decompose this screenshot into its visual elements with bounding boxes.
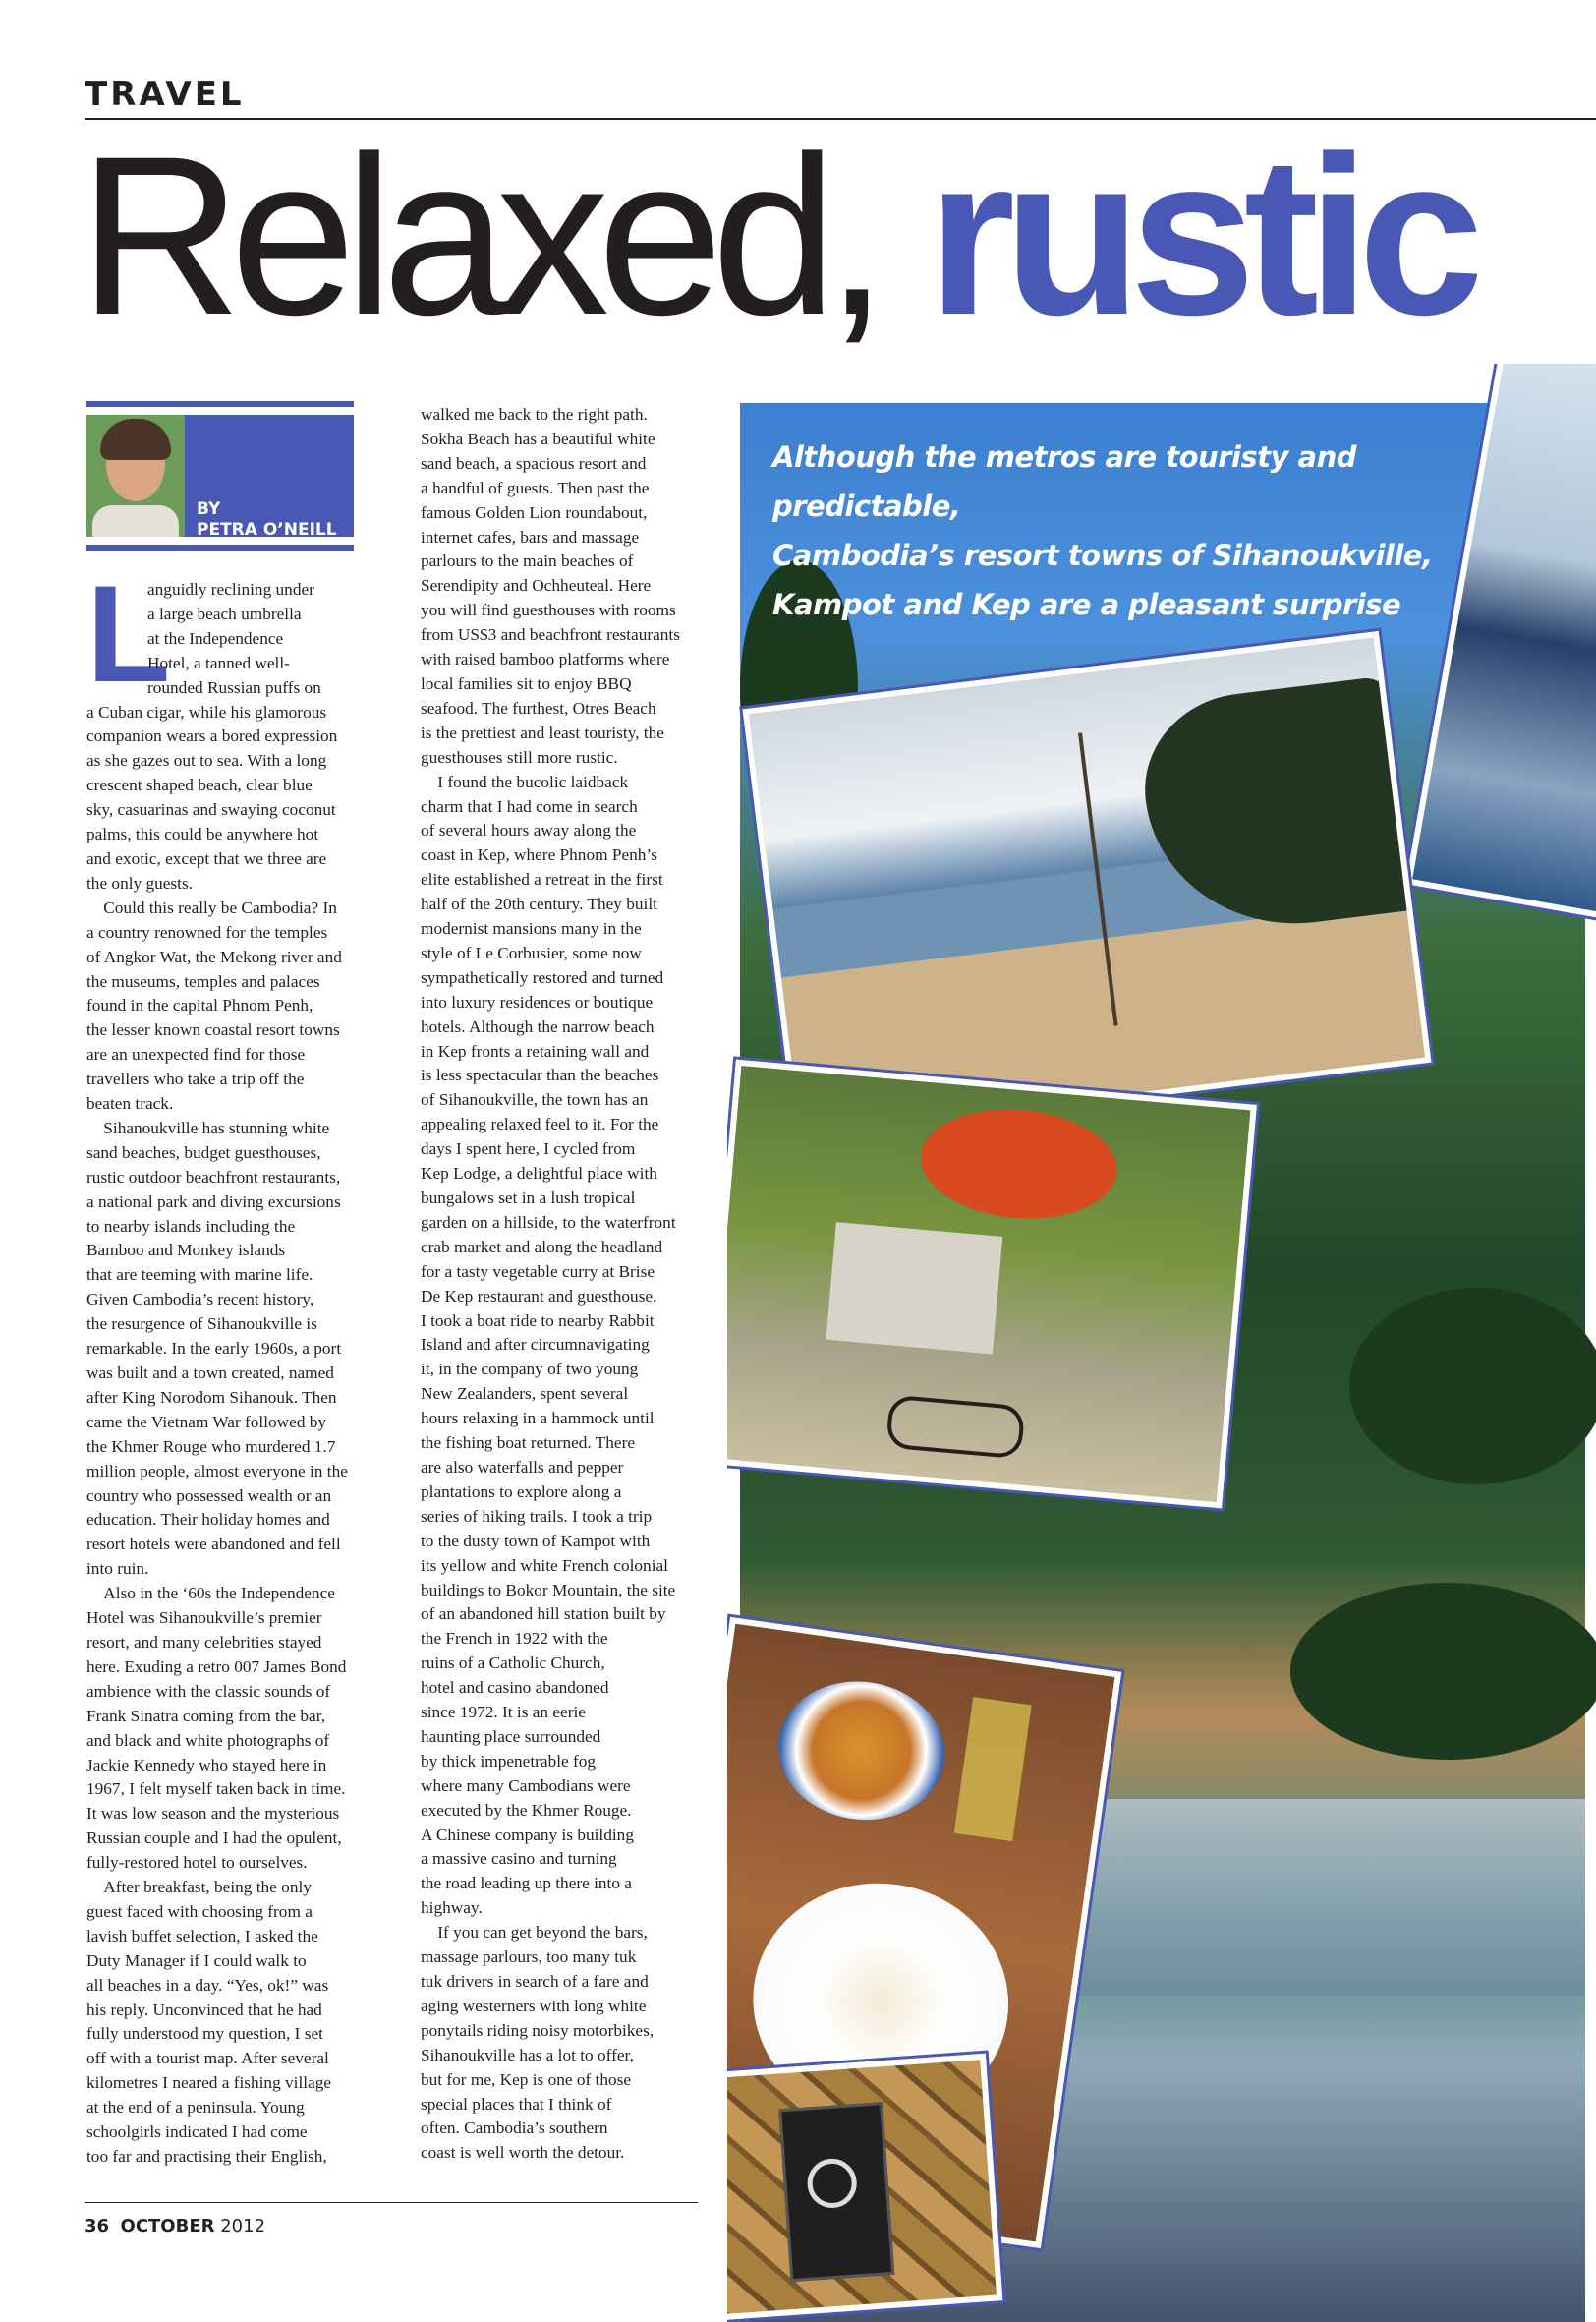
article-line: ponytails riding noisy motorbikes, (421, 2020, 655, 2040)
article-line: haunting place surrounded (421, 1726, 601, 1746)
article-line: Also in the ‘60s the Independence (86, 1584, 335, 1603)
article-line: Could this really be Cambodia? In (86, 898, 337, 917)
article-line: often. Cambodia’s southern (421, 2119, 608, 2138)
article-line: you will find guesthouses with rooms (421, 601, 676, 620)
article-line: was built and a town created, named (86, 1364, 334, 1382)
footer-rule (85, 2202, 698, 2203)
article-line: ambience with the classic sounds of (86, 1681, 331, 1701)
article-line: the resurgence of Sihanoukville is (86, 1314, 317, 1334)
article-column-2 (421, 403, 712, 2166)
article-line: a country renowned for the temples (86, 922, 328, 942)
article-line: that are teeming with marine life. (86, 1265, 314, 1285)
article-line: his reply. Unconvinced that he had (86, 2000, 322, 2019)
article-line: country who possessed wealth or an (86, 1485, 332, 1505)
article-line: buildings to Bokor Mountain, the site (421, 1580, 676, 1599)
standfirst-line: Although the metros are touristy and predictable, (772, 440, 1356, 523)
article-line: sand beach, a spacious resort and (421, 453, 647, 473)
article-line: palms, this could be anywhere hot (86, 825, 319, 844)
article-line: are also waterfalls and pepper (421, 1457, 624, 1477)
article-line: the French in 1922 with the (421, 1629, 608, 1649)
article-line: the museums, temples and palaces (86, 971, 320, 991)
article-line: as she gazes out to sea. With a long (86, 751, 327, 771)
article-line: Given Cambodia’s recent history, (86, 1290, 314, 1309)
article-line: in Kep fronts a retaining wall and (421, 1041, 650, 1061)
article-line: travellers who take a trip off the (86, 1070, 305, 1089)
article-line: is the prettiest and least touristy, the (421, 723, 664, 742)
article-line: but for me, Kep is one of those (421, 2069, 632, 2089)
author-photo (86, 415, 185, 537)
article-line: here. Exuding a retro 007 James Bond (86, 1656, 347, 1676)
drop-cap: L (86, 556, 171, 711)
article-line: too far and practising their English, (86, 2147, 327, 2166)
article-line: into luxury residences or boutique (421, 992, 654, 1012)
article-line: fully-restored hotel to ourselves. (86, 1853, 308, 1873)
article-line: A Chinese company is building (421, 1825, 634, 1844)
article-line: hotel and casino abandoned (421, 1678, 609, 1698)
article-line: If you can get beyond the bars, (421, 1923, 648, 1943)
article-line: Sihanoukville has stunning white (86, 1118, 330, 1137)
article-line: modernist mansions many in the (421, 919, 642, 939)
article-line: crab market and along the headland (421, 1237, 663, 1256)
article-line: Kep Lodge, a delightful place with (421, 1164, 657, 1184)
standfirst (772, 433, 1460, 629)
article-line: at the Independence (147, 628, 284, 648)
page-footer (85, 2216, 265, 2236)
article-line: Russian couple and I had the opulent, (86, 1829, 342, 1848)
article-line: I found the bucolic laidback (421, 772, 629, 791)
article-line: I took a boat ride to nearby Rabbit (421, 1310, 655, 1330)
article-line: remarkable. In the early 1960s, a port (86, 1339, 342, 1359)
article-line: a large beach umbrella (147, 604, 302, 623)
column-1-body (86, 556, 381, 2170)
article-line: Duty Manager if I could walk to (86, 1950, 307, 1970)
article-line: of an abandoned hill station built by (421, 1604, 666, 1624)
article-line: its yellow and white French colonial (421, 1555, 668, 1575)
article-line: to nearby islands including the (86, 1216, 296, 1236)
footer-year: 2012 (220, 2216, 266, 2236)
article-line: at the end of a peninsula. Young (86, 2098, 305, 2118)
article-line: a handful of guests. Then past the (421, 478, 650, 497)
article-line: the lesser known coastal resort towns (86, 1020, 340, 1040)
article-line: Sihanoukville has a lot to offer, (421, 2045, 634, 2064)
article-line: of Angkor Wat, the Mekong river and (86, 947, 342, 966)
article-line: sympathetically restored and turned (421, 967, 664, 987)
article-line: bungalows set in a lush tropical (421, 1189, 636, 1207)
article-line: since 1972. It is an eerie (421, 1703, 586, 1722)
article-line: a national park and diving excursions (86, 1191, 341, 1211)
article-line: all beaches in a day. “Yes, ok!” was (86, 1975, 329, 1995)
article-line: Sokha Beach has a beautiful white (421, 429, 656, 448)
article-line: with raised bamboo platforms where (421, 650, 670, 669)
article-line: charm that I had come in search (421, 796, 638, 816)
section-label: TRAVEL (85, 75, 245, 114)
article-line: of Sihanoukville, the town has an (421, 1090, 649, 1110)
article-line: lavish buffet selection, I asked the (86, 1926, 318, 1945)
article-line: Serendipity and Ochheuteal. Here (421, 576, 652, 596)
article-line: and exotic, except that we three are (86, 848, 327, 868)
article-line: Bamboo and Monkey islands (86, 1241, 286, 1260)
article-line: beaten track. (86, 1094, 174, 1114)
article-line: the road leading up there into a (421, 1874, 632, 1893)
article-line: parlours to the main beaches of (421, 551, 634, 571)
article-line: it, in the company of two young (421, 1360, 639, 1379)
article-line: Hotel was Sihanoukville’s premier (86, 1608, 322, 1628)
article-line: to the dusty town of Kampot with (421, 1531, 651, 1550)
article-line: Island and after circumnavigating (421, 1335, 650, 1355)
article-line: the fishing boat returned. There (421, 1433, 636, 1453)
article-line: highway. (421, 1898, 483, 1918)
article-line: massage parlours, too many tuk (421, 1947, 637, 1967)
article-line: ruins of a Catholic Church, (421, 1654, 605, 1673)
article-line: by thick impenetrable fog (421, 1751, 597, 1771)
article-line: seafood. The furthest, Otres Beach (421, 698, 656, 718)
article-line: the Khmer Rouge who murdered 1.7 (86, 1436, 336, 1456)
article-line: executed by the Khmer Rouge. (421, 1800, 632, 1820)
headline (79, 118, 1596, 354)
article-line: walked me back to the right path. (421, 405, 648, 424)
article-line: after King Norodom Sihanouk. Then (86, 1387, 337, 1407)
article-line: aging westerners with long white (421, 1996, 647, 2015)
article-line: New Zealanders, spent several (421, 1384, 629, 1404)
article-line: rounded Russian puffs on (147, 677, 321, 697)
article-line: After breakfast, being the only (86, 1878, 312, 1897)
article-line: fully understood my question, I set (86, 2024, 323, 2044)
article-line: appealing relaxed feel to it. For the (421, 1115, 659, 1134)
article-line: garden on a hillside, to the waterfront (421, 1212, 676, 1232)
article-line: and black and white photographs of (86, 1730, 330, 1750)
article-line: came the Vietnam War followed by (86, 1412, 327, 1431)
headline-word-1: Relaxed, (79, 118, 877, 354)
article-line: half of the 20th century. They built (421, 895, 657, 914)
article-line: internet cafes, bars and massage (421, 527, 640, 547)
article-line: sky, casuarinas and swaying coconut (86, 800, 336, 820)
byline-text (185, 415, 354, 540)
article-line: 1967, I felt myself taken back in time. (86, 1779, 346, 1799)
byline-top-rule (86, 401, 354, 407)
article-line: is less spectacular than the beaches (421, 1066, 659, 1085)
article-line: famous Golden Lion roundabout, (421, 502, 648, 522)
article-line: a Cuban cigar, while his glamorous (86, 702, 327, 722)
headline-word-2: rustic (927, 118, 1472, 354)
article-line: local families sit to enjoy BBQ (421, 673, 632, 693)
article-line: coast is well worth the detour. (421, 2143, 625, 2163)
standfirst-line: Cambodia’s resort towns of Sihanoukville, (772, 539, 1433, 572)
article-line: companion wears a bored expression (86, 726, 338, 746)
article-line: tuk drivers in search of a fare and (421, 1972, 649, 1991)
article-line: coast in Kep, where Phnom Penh’s (421, 845, 657, 865)
standfirst-line: Kampot and Kep are a pleasant surprise (772, 588, 1401, 621)
article-line: are an unexpected find for those (86, 1045, 306, 1065)
article-line: anguidly reclining under (147, 580, 314, 599)
photo-collage (727, 364, 1596, 2322)
page-number: 36 (85, 2216, 110, 2236)
byline-author: PETRA O’NEILL (197, 520, 337, 540)
article-line: special places that I think of (421, 2094, 612, 2114)
footer-month: OCTOBER (120, 2216, 215, 2236)
article-line: guesthouses still more rustic. (421, 747, 618, 767)
column-2-body (421, 403, 712, 2166)
article-line: for a tasty vegetable curry at Brise (421, 1261, 655, 1281)
article-line: hours relaxing in a hammock until (421, 1409, 655, 1428)
article-line: sand beaches, budget guesthouses, (86, 1142, 321, 1162)
photo-no-weapons-sign (727, 2054, 1002, 2322)
article-line: schoolgirls indicated I had come (86, 2122, 308, 2142)
article-line: De Kep restaurant and guesthouse. (421, 1286, 657, 1306)
article-line: series of hiking trails. I took a trip (421, 1506, 653, 1526)
article-line: style of Le Corbusier, some now (421, 943, 642, 962)
article-line: guest faced with choosing from a (86, 1901, 313, 1921)
article-line: of several hours away along the (421, 821, 637, 841)
byline-box (86, 401, 354, 551)
article-line: Hotel, a tanned well- (147, 653, 290, 672)
article-line: Frank Sinatra coming from the bar, (86, 1706, 326, 1725)
article-line: resort hotels were abandoned and fell (86, 1535, 341, 1554)
article-line: from US$3 and beachfront restaurants (421, 625, 680, 645)
article-line: found in the capital Phnom Penh, (86, 996, 314, 1016)
article-line: education. Their holiday homes and (86, 1510, 330, 1530)
article-line: days I spent here, I cycled from (421, 1139, 636, 1159)
article-line: crescent shaped beach, clear blue (86, 776, 313, 795)
article-line: where many Cambodians were (421, 1775, 631, 1795)
article-line: million people, almost everyone in the (86, 1461, 348, 1480)
article-line: hotels. Although the narrow beach (421, 1016, 655, 1036)
article-line: Jackie Kennedy who stayed here in (86, 1755, 327, 1774)
byline-inner (86, 415, 354, 540)
article-column-1 (86, 556, 381, 2170)
article-line: rustic outdoor beachfront restaurants, (86, 1167, 341, 1187)
article-line: elite established a retreat in the first (421, 870, 663, 890)
article-line: a massive casino and turning (421, 1849, 617, 1869)
article-line: plantations to explore along a (421, 1481, 622, 1501)
photo-colonial-mansion (727, 1060, 1257, 1509)
byline-bottom-rule (86, 545, 354, 551)
article-line: the only guests. (86, 873, 193, 893)
article-line: It was low season and the mysterious (86, 1804, 340, 1824)
article-line: off with a tourist map. After several (86, 2049, 329, 2068)
photo-beach-loungers (742, 631, 1431, 1140)
article-line: into ruin. (86, 1559, 149, 1579)
byline-by: BY (197, 499, 221, 519)
article-line: resort, and many celebrities stayed (86, 1632, 322, 1652)
article-line: kilometres I neared a fishing village (86, 2073, 332, 2093)
